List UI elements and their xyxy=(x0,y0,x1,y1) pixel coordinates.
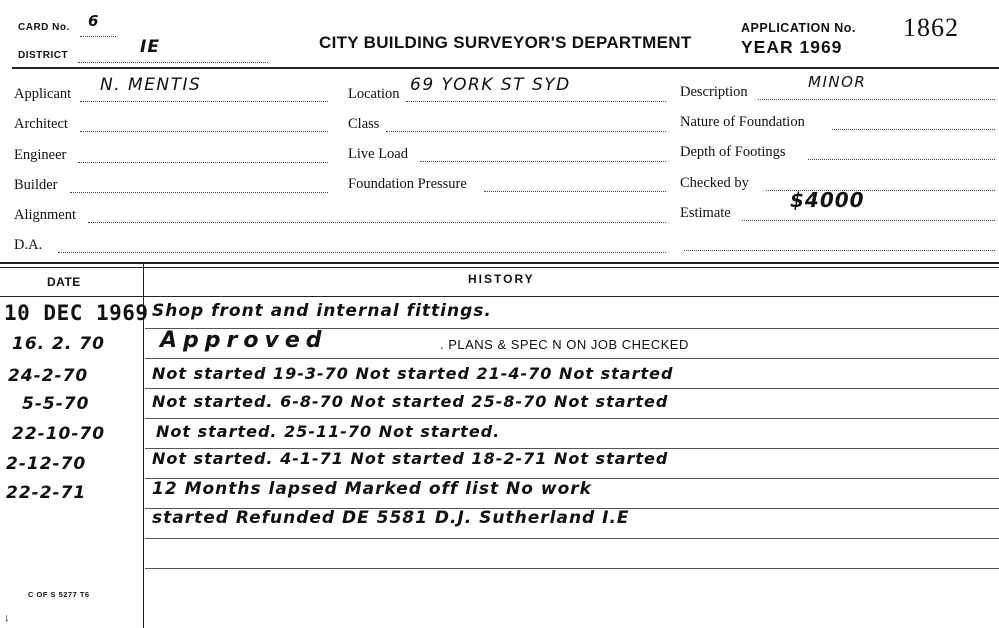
applicant-value: N. MENTIS xyxy=(100,75,202,95)
table-row-date: 16. 2. 70 xyxy=(12,334,105,354)
district-line xyxy=(78,62,268,63)
table-row-history: Not started. 4-1-71 Not started 18-2-71 Not started xyxy=(152,449,669,468)
year-label: YEAR 1969 xyxy=(741,37,843,57)
architect-line xyxy=(80,131,328,132)
table-row-history: started Refunded DE 5581 D.J. Sutherland I.E xyxy=(152,508,630,528)
builder-line xyxy=(70,192,328,193)
application-label: APPLICATION No. xyxy=(741,21,856,35)
corner-mark: ↓ xyxy=(4,612,10,624)
district-value: IE xyxy=(140,37,160,57)
table-row-date: 10 DEC 1969 xyxy=(4,301,149,325)
header-rule xyxy=(12,67,999,69)
table-row-date: 5-5-70 xyxy=(22,394,90,414)
table-row-history: 12 Months lapsed Marked off list No work xyxy=(152,479,592,499)
application-number: 1862 xyxy=(903,13,959,42)
architect-label: Architect xyxy=(14,116,68,132)
blank-line xyxy=(684,250,995,251)
table-row-history: Shop front and internal fittings. xyxy=(152,301,492,321)
table-top-rule xyxy=(0,262,999,264)
nature-of-foundation-label: Nature of Foundation xyxy=(680,114,805,130)
checked-by-label: Checked by xyxy=(680,175,749,191)
da-label: D.A. xyxy=(14,237,43,253)
nature-of-foundation-line xyxy=(832,129,995,130)
table-row-history: Not started. 6-8-70 Not started 25-8-70 Not started xyxy=(152,392,669,411)
history-header: HISTORY xyxy=(468,272,535,286)
estimate-label: Estimate xyxy=(680,205,731,221)
location-label: Location xyxy=(348,86,400,102)
depth-of-footings-line xyxy=(808,159,995,160)
card-no-label: CARD No. xyxy=(18,22,70,33)
alignment-label: Alignment xyxy=(14,207,77,223)
date-header: DATE xyxy=(47,275,81,289)
table-row-date: 22-2-71 xyxy=(6,483,87,503)
estimate-line xyxy=(742,220,995,221)
applicant-line xyxy=(80,101,328,102)
table-row-date: 24-2-70 xyxy=(8,366,89,386)
table-row-date: 2-12-70 xyxy=(6,454,87,474)
district-label: DISTRICT xyxy=(18,50,69,61)
description-label: Description xyxy=(680,84,748,100)
depth-of-footings-label: Depth of Footings xyxy=(680,144,786,160)
description-line xyxy=(758,99,995,100)
class-label: Class xyxy=(348,116,380,132)
applicant-label: Applicant xyxy=(14,86,72,102)
table-header-rule xyxy=(0,296,999,297)
table-row-history: Approved xyxy=(160,328,328,353)
builder-label: Builder xyxy=(14,177,58,193)
card-no-line xyxy=(80,36,116,37)
description-value: MINOR xyxy=(808,73,867,91)
live-load-line xyxy=(420,161,666,162)
class-line xyxy=(386,131,666,132)
form-code: C OF S 5277 T6 xyxy=(28,590,90,599)
row-line xyxy=(145,568,999,569)
row-line xyxy=(145,538,999,539)
row-line xyxy=(145,388,999,389)
da-line xyxy=(58,252,666,253)
estimate-value: $4000 xyxy=(790,188,865,212)
location-value: 69 YORK ST SYD xyxy=(410,75,571,95)
table-row-history: Not started 19-3-70 Not started 21-4-70 Not started xyxy=(152,364,674,383)
engineer-line xyxy=(78,162,328,163)
plans-checked-stamp: . PLANS & SPEC N ON JOB CHECKED xyxy=(440,337,689,352)
foundation-pressure-label: Foundation Pressure xyxy=(348,176,467,192)
department-title: CITY BUILDING SURVEYOR'S DEPARTMENT xyxy=(319,33,692,52)
table-top-rule-2 xyxy=(0,267,999,268)
table-row-date: 22-10-70 xyxy=(12,424,106,444)
location-line xyxy=(406,101,666,102)
card-no-value: 6 xyxy=(88,12,100,30)
table-row-history: Not started. 25-11-70 Not started. xyxy=(156,422,501,441)
live-load-label: Live Load xyxy=(348,146,408,162)
alignment-line xyxy=(88,222,666,223)
row-line xyxy=(145,418,999,419)
row-line xyxy=(145,358,999,359)
foundation-pressure-line xyxy=(484,191,666,192)
engineer-label: Engineer xyxy=(14,147,67,163)
